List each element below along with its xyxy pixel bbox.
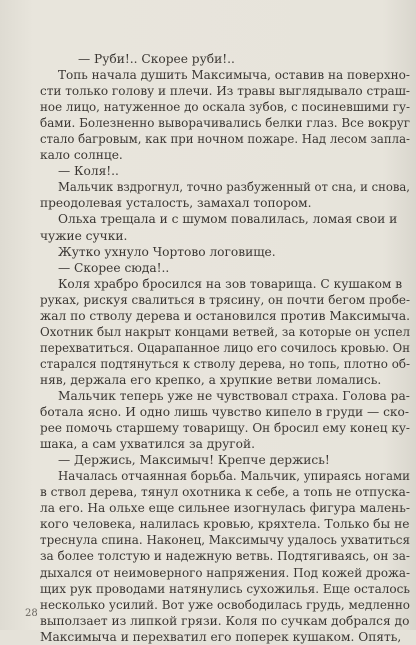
text-line (0, 324, 416, 340)
text-line (0, 581, 416, 597)
line-text: шака, а сам ухватился за другой. (40, 437, 255, 452)
line-text: несколько усилий. Вот уже освободилась грудь, медленно (40, 597, 410, 612)
page-number: 28 (25, 608, 38, 619)
text-line (0, 532, 416, 548)
text-line (0, 516, 416, 532)
line-text: стало багровым, как при ночном пожаре. Над лесом запла- (40, 132, 411, 147)
line-text: рее помочь старшему товарищу. Он бросил ему конец ку- (40, 421, 410, 436)
page-text (0, 51, 416, 645)
text-line (0, 500, 416, 516)
text-line (0, 163, 416, 179)
text-line (0, 147, 416, 163)
line-text: Максимыча и перехватил его поперек кушаком. Опять, (40, 629, 402, 644)
line-text: жал по стволу дерева и остановился против Максимыча. (40, 308, 411, 323)
line-text: — Руби!.. Скорее руби!.. (78, 52, 235, 66)
line-text: — Коля!.. (58, 164, 119, 179)
line-text: в ствол дерева, тянул охотника к себе, а топь не отпуска- (40, 485, 410, 500)
line-text: кого человека, налилась кровью, кряхтела. Только бы не (40, 517, 410, 532)
line-text: Топь начала душить Максимыча, оставив на поверхно- (58, 68, 410, 83)
text-line (0, 195, 416, 211)
line-text: Мальчик теперь уже не чувствовал страха. Голова ра- (58, 388, 410, 403)
text-line (0, 468, 416, 484)
line-text: щих рук проводами натянулись сухожилья. Еще осталось (40, 581, 411, 596)
text-line (0, 292, 416, 308)
line-text: старался подтянуться к стволу дерева, но топь, плотно об- (40, 356, 410, 371)
text-line (0, 548, 416, 564)
line-text: ботала ясно. И одно лишь чувство кипело в груди — ско- (40, 405, 409, 420)
text-line (0, 228, 416, 244)
line-text: преодолевая усталость, замахал топором. (40, 196, 312, 211)
text-line (0, 115, 416, 131)
line-text: няв, держала его крепко, а хрупкие ветви ломались. (40, 372, 382, 387)
line-text: Коля храбро бросился на зов товарища. С кушаком в (58, 276, 403, 291)
text-line (0, 67, 416, 83)
text-line (0, 597, 416, 613)
line-text: ла его. На ольхе еще сильнее изогнулась фигура малень- (40, 501, 411, 516)
text-line (0, 244, 416, 260)
text-line (0, 211, 416, 227)
text-line (0, 372, 416, 388)
text-line (0, 388, 416, 404)
text-line (0, 308, 416, 324)
text-line (0, 356, 416, 372)
text-line (0, 452, 416, 468)
line-text: Ольха трещала и с шумом повалилась, ломая свои и (58, 212, 398, 227)
text-line (0, 276, 416, 292)
text-line (0, 83, 416, 99)
line-text: — Скорее сюда!.. (58, 260, 170, 275)
line-text: ное лицо, натуженное до оскала зубов, с посиневшими гу- (40, 100, 410, 115)
text-line (0, 613, 416, 629)
text-line (0, 340, 416, 356)
line-text: выползает из липкой грязи. Коля по сучкам добрался до (40, 613, 410, 628)
text-line (0, 484, 416, 500)
line-text: дыхался от неимоверного напряжения. Под кожей дрожа- (40, 565, 410, 580)
line-text: Мальчик вздрогнул, точно разбуженный от сна, и снова, (58, 180, 410, 195)
text-line (0, 629, 416, 645)
text-line (0, 565, 416, 581)
line-text: бами. Болезненно выворачивались белки глаз. Все вокруг (40, 116, 411, 131)
text-line (0, 131, 416, 147)
text-line (0, 51, 416, 67)
line-text: за более толстую и надежную ветвь. Подтягиваясь, он за- (40, 549, 410, 564)
line-text: Началась отчаянная борьба. Мальчик, упираясь ногами (58, 469, 410, 484)
line-text: — Держись, Максимыч! Крепче держись! (58, 453, 330, 468)
line-text: сти только голову и плечи. Из травы выглядывало страш- (40, 84, 410, 99)
line-text: перехватиться. Оцарапанное лицо его сочилось кровью. Он (40, 340, 410, 355)
text-line (0, 436, 416, 452)
line-text: руках, рискуя свалиться в трясину, он почти бегом пробе- (40, 292, 410, 307)
text-line (0, 99, 416, 115)
text-line (0, 420, 416, 436)
line-text: треснула спина. Наконец, Максимычу удалось ухватиться (40, 533, 410, 548)
text-line (0, 179, 416, 195)
line-text: Жутко ухнуло Чортово логовище. (58, 244, 276, 259)
line-text: кало солнце. (40, 148, 123, 163)
text-line (0, 260, 416, 276)
text-line (0, 404, 416, 420)
line-text: чужие сучки. (40, 228, 128, 243)
line-text: Охотник был накрыт концами ветвей, за которые он успел (40, 324, 411, 339)
